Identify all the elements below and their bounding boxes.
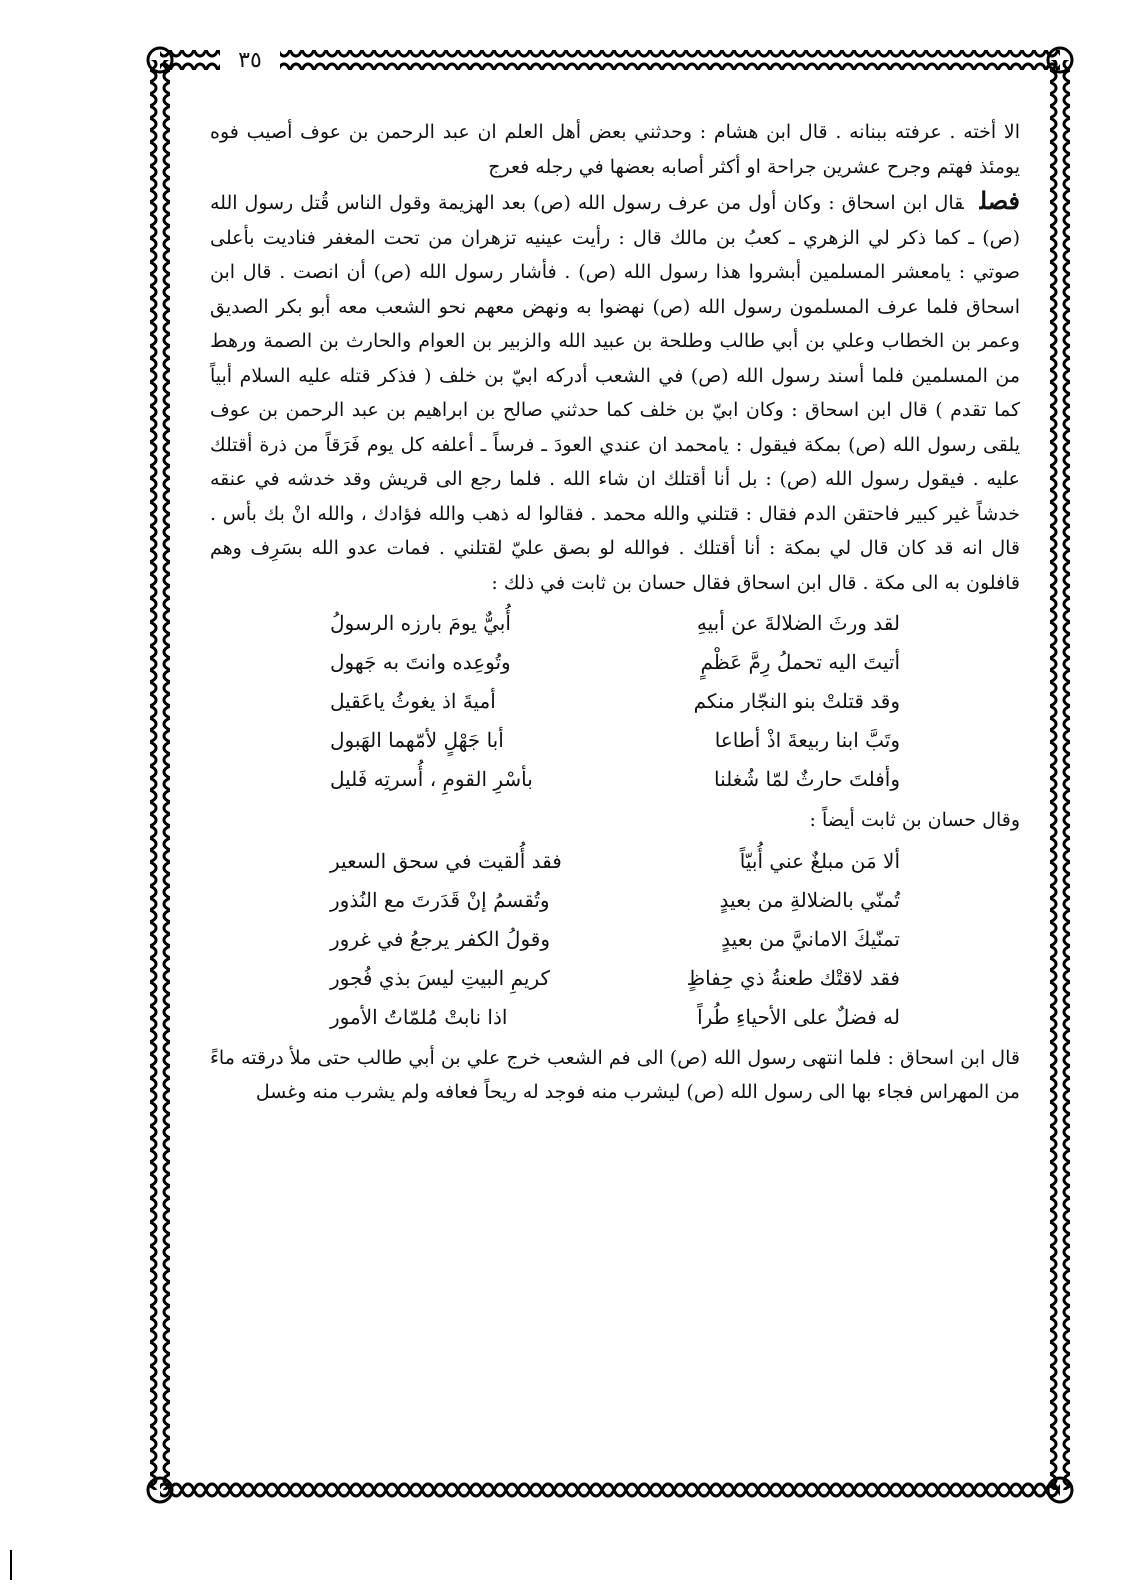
hemistich-second: أميةَ اذ يغوثُ ياعَقيل <box>330 689 496 713</box>
paragraph-opening: الا أخته . عرفته ببنانه . قال ابن هشام : وحدثني بعض أهل العلم ان عبد الرحمن بن عوف أصيب فوه يومئذ فهتم وجرح عشرين جراحة او أكثر أصابه بعضها في رجله فعرج <box>210 121 1020 178</box>
poem-2-intro: وقال حسان بن ثابت أيضاً : <box>809 809 1020 831</box>
hemistich-second: فقد أُلقيت في سحق السعير <box>330 848 562 873</box>
border-left <box>150 60 170 1490</box>
paragraph-main <box>210 184 1020 600</box>
border-top <box>160 50 1060 70</box>
hemistich-first: أتيتَ اليه تحملُ رِمَّ عَظْمٍ <box>700 650 900 674</box>
hemistich-second: أبا جَهْلٍ لأمّهما الهَبول <box>330 728 504 752</box>
hemistich-second: وتُقسمُ إنْ قَدَرتَ مع النُذور <box>330 887 550 912</box>
hemistich-second: اذا نابتْ مُلمّاتُ الأمور <box>330 1004 508 1029</box>
border-bottom <box>160 1480 1060 1500</box>
hemistich-first: له فضلٌ على الأحياءِ طُراً <box>697 1004 900 1029</box>
verse <box>330 604 900 643</box>
hemistich-first: وأفلتَ حارثٌ لمّا شُغلنا <box>714 767 900 791</box>
section-heading: فصل <box>979 186 1020 215</box>
verse <box>330 721 900 760</box>
ornamental-frame <box>140 40 1080 1510</box>
page-content <box>210 115 1020 1435</box>
verse <box>330 760 900 799</box>
hemistich-first: فقد لاقتْك طعنةُ ذي حِفاظٍ <box>686 965 900 990</box>
hemistich-first: وتَبَّ ابنا ربيعةَ اذْ أطاعا <box>714 728 900 752</box>
poem-1 <box>330 604 900 799</box>
border-right <box>1050 60 1070 1490</box>
paragraph-main-text: قال ابن اسحاق : وكان أول من عرف رسول الله (ص) بعد الهزيمة وقول الناس قُتل رسول الله (ص) ـ كما ذكر لي الزهري ـ كعبُ بن مالك قال : رأيت عينيه تزهران من تحت المغفر فناديت بأعلى صوتي : يامعشر المسلمين أبشروا هذا رسول الله (ص) . فأشار رسول الله (ص) أن انصت . قال ابن اسحاق فلما عرف المسلمون رسول الله (ص) نهضوا به ونهض معهم نحو الشعب معه أبو بكر الصديق وعمر بن الخطاب وعلي بن أبي طالب وطلحة بن عبيد الله والزبير بن العوام والحارث بن الصمة ورهط من المسلمين فلما أسند رسول الله (ص) في الشعب أدركه ابيّ بن خلف ( فذكر قتله عليه السلام أبياً كما تقدم ) قال ابن اسحاق : وكان ابيّ بن خلف كما حدثني صالح بن ابراهيم بن عبد الرحمن بن عوف يلقى رسول الله (ص) بمكة فيقول : يامحمد ان عندي العودَ ـ فرساً ـ أعلفه كل يوم فَرَقاً من ذرة أقتلك عليه . فيقول رسول الله (ص) : بل أنا أقتلك ان شاء الله . فلما رجع الى قريش وقد خدشه في عنقه خدشاً غير كبير فاحتقن الدم فقال : قتلني والله محمد . فقالوا له ذهب والله فؤادك ، والله انْ بك بأس . قال انه قد كان قال لي بمكة : أنا أقتلك . فوالله لو بصق عليّ لقتلني . فمات عدو الله بسَرِف وهم قافلون به الى مكة . قال ابن اسحاق فقال حسان بن ثابت في ذلك : <box>210 192 1020 594</box>
page-number: ٣٥ <box>220 48 280 74</box>
hemistich-second: أُبيٌّ يومَ بارزه الرسولُ <box>330 611 511 635</box>
hemistich-second: كريمِ البيتِ ليسَ بذي فُجور <box>330 965 551 990</box>
stray-mark <box>10 1550 12 1580</box>
hemistich-second: وقولُ الكفر يرجعُ في غرور <box>330 926 551 951</box>
hemistich-first: وقد قتلتْ بنو النجّار منكم <box>693 689 900 713</box>
verse <box>330 998 900 1037</box>
verse <box>330 682 900 721</box>
hemistich-second: وتُوعِده وانتَ به جَهول <box>330 650 511 674</box>
hemistich-second: بأسْرِ القومِ ، أُسرتِه فَليل <box>330 767 533 791</box>
poem-2 <box>330 842 900 1037</box>
hemistich-first: ألا مَن مبلغٌ عني أُبيّاً <box>739 848 900 873</box>
hemistich-first: تمنّيكَ الامانيَّ من بعيدٍ <box>721 926 900 951</box>
hemistich-first: تُمنّي بالضلالةِ من بعيدٍ <box>719 887 900 912</box>
verse <box>330 881 900 920</box>
verse <box>330 643 900 682</box>
verse <box>330 959 900 998</box>
verse <box>330 920 900 959</box>
verse <box>330 842 900 881</box>
hemistich-first: لقد ورثَ الضلالةَ عن أبيهِ <box>696 611 900 635</box>
paragraph-closing: قال ابن اسحاق : فلما انتهى رسول الله (ص) الى فم الشعب خرج علي بن أبي طالب حتى ملأ درقته ماءً من المهراس فجاء بها الى رسول الله (ص) ليشرب منه فوجد له ريحاً فعافه ولم يشرب منه وغسل <box>210 1046 1020 1103</box>
